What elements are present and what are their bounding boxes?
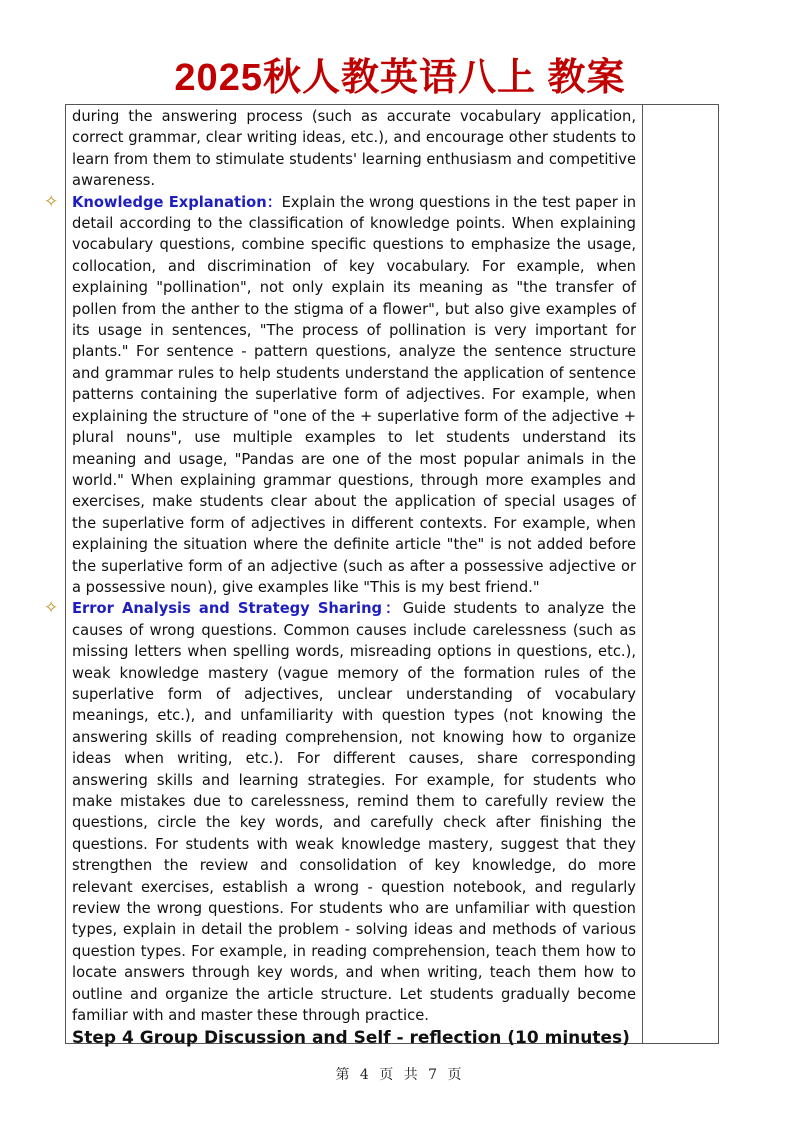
four-point-star-icon: ✧ xyxy=(44,598,59,619)
knowledge-explanation-label: Knowledge Explanation： xyxy=(72,193,282,211)
error-analysis-text: Guide students to analyze the causes of wrong questions. Common causes include carelessness (such as missing letters when spelling words, misreading options in questions, etc.), weak knowledge mastery (vague memory of the formation rules of the superlative form of adjectives, unclear understanding of vocabulary meanings, etc.), and unfamiliarity with question types (not knowing the answering skills of reading comprehension, not knowing how to organize ideas when writing, etc.). For different causes, share corresponding answering skills and learning strategies. For example, for students who make mistakes due to carelessness, remind them to carefully review the questions, circle the key words, and carefully check after finishing the questions. For students with weak knowledge mastery, suggest that they strengthen the review and consolidation of key knowledge, do more relevant exercises, establish a wrong - question notebook, and regularly review the wrong questions. For students who are unfamiliar with question types, explain in detail the problem - solving ideas and methods of various question types. For example, in reading comprehension, teach them how to locate answers through key words, and when writing, teach them how to outline and organize the article structure. Let students gradually become familiar with and master these through practice. xyxy=(72,600,636,1025)
knowledge-explanation-text: Explain the wrong questions in the test paper in detail according to the classification of knowledge points. When explaining vocabulary questions, combine specific questions to emphasize the usage, collocation, and discrimination of key vocabulary. For example, when explaining "pollination", not only explain its meaning as "the transfer of pollen from the anther to the stigma of a flower", but also give examples of its usage in sentences, "The process of pollination is very important for plants." For sentence - pattern questions, analyze the sentence structure and grammar rules to help students understand the application of sentence patterns containing the superlative form of adjectives. For example, when explaining the structure of "one of the + superlative form of the adjective + plural nouns", use multiple examples to let students understand its meaning and usage, "Pandas are one of the most popular animals in the world." When explaining grammar questions, through more examples and exercises, make students clear about the application of special usages of the superlative form of adjectives in different contexts. For example, when explaining the situation where the definite article "the" is not added before the superlative form of an adjective (such as after a possessive adjective or a possessive noun), give examples like "This is my best friend." xyxy=(72,193,637,596)
knowledge-explanation-item xyxy=(44,191,637,599)
intro-paragraph: during the answering process (such as accurate vocabulary application, correct grammar, clear writing ideas, etc.), and encourage other students to learn from them to stimulate students' learning enthusiasm and competitive awareness. xyxy=(72,108,636,190)
header-year: 2025 xyxy=(174,57,263,99)
header-tail: 教案 xyxy=(547,57,626,99)
page-header xyxy=(0,50,800,106)
four-point-star-icon: ✧ xyxy=(44,191,59,212)
error-analysis-label: Error Analysis and Strategy Sharing： xyxy=(72,600,403,618)
step-heading: Step 4 Group Discussion and Self - reflection (10 minutes) xyxy=(72,1028,630,1049)
table-column-divider xyxy=(642,104,643,1044)
error-analysis-item xyxy=(44,598,636,1026)
page-footer: 第 4 页 共 7 页 xyxy=(335,1067,465,1083)
lesson-content xyxy=(44,106,637,1050)
header-title: 秋人教英语八上 xyxy=(262,57,536,99)
